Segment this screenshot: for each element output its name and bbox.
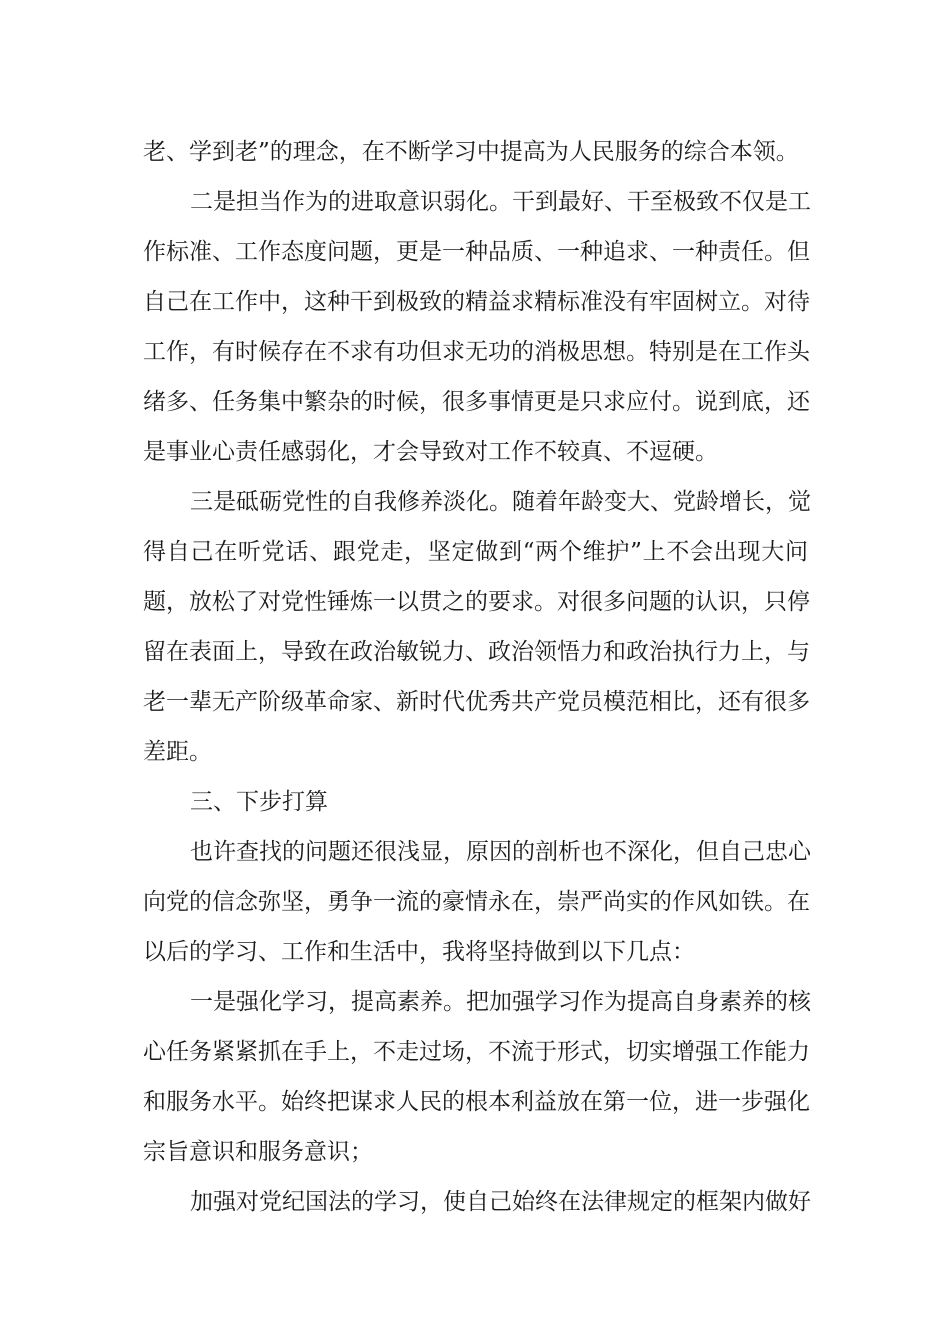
text-line-22: 加强对党纪国法的学习，使自己始终在法律规定的框架内做好 <box>190 1189 811 1215</box>
text-line-12: 老一辈无产阶级革命家、新时代优秀共产党员模范相比，还有很多 <box>143 689 810 715</box>
text-line-2: 二是担当作为的进取意识弱化。干到最好、干至极致不仅是工 <box>190 189 811 215</box>
text-line-11: 留在表面上，导致在政治敏锐力、政治领悟力和政治执行力上，与 <box>143 639 810 665</box>
section-heading: 三、下步打算 <box>190 789 328 815</box>
text-line-9: 得自己在听党话、跟党走，坚定做到“两个维护”上不会出现大问 <box>143 539 808 565</box>
text-line-5: 工作，有时候存在不求有功但求无功的消极思想。特别是在工作头 <box>143 339 810 365</box>
text-line-19: 心任务紧紧抓在手上，不走过场，不流于形式，切实增强工作能力 <box>143 1039 810 1065</box>
text-line-20: 和服务水平。始终把谋求人民的根本利益放在第一位，进一步强化 <box>143 1089 810 1115</box>
text-line-1: 老、学到老”的理念，在不断学习中提高为人民服务的综合本领。 <box>143 139 799 165</box>
text-line-18: 一是强化学习，提高素养。把加强学习作为提高自身素养的核 <box>190 989 811 1015</box>
text-line-4: 自己在工作中，这种干到极致的精益求精标准没有牢固树立。对待 <box>143 289 810 315</box>
text-line-10: 题，放松了对党性锤炼一以贯之的要求。对很多问题的认识，只停 <box>143 589 810 615</box>
text-line-8: 三是砥砺党性的自我修养淡化。随着年龄变大、党龄增长，觉 <box>190 489 811 515</box>
text-line-3: 作标准、工作态度问题，更是一种品质、一种追求、一种责任。但 <box>143 239 810 265</box>
text-line-15: 也许查找的问题还很浅显，原因的剖析也不深化，但自己忠心 <box>190 839 811 865</box>
text-line-17: 以后的学习、工作和生活中，我将坚持做到以下几点： <box>143 939 695 965</box>
text-line-21: 宗旨意识和服务意识； <box>143 1139 373 1165</box>
text-line-6: 绪多、任务集中繁杂的时候，很多事情更是只求应付。说到底，还 <box>143 389 810 415</box>
text-line-16: 向党的信念弥坚，勇争一流的豪情永在，崇严尚实的作风如铁。在 <box>143 889 810 915</box>
text-line-13: 差距。 <box>143 739 212 765</box>
text-line-7: 是事业心责任感弱化，才会导致对工作不较真、不逗硬。 <box>143 439 718 465</box>
